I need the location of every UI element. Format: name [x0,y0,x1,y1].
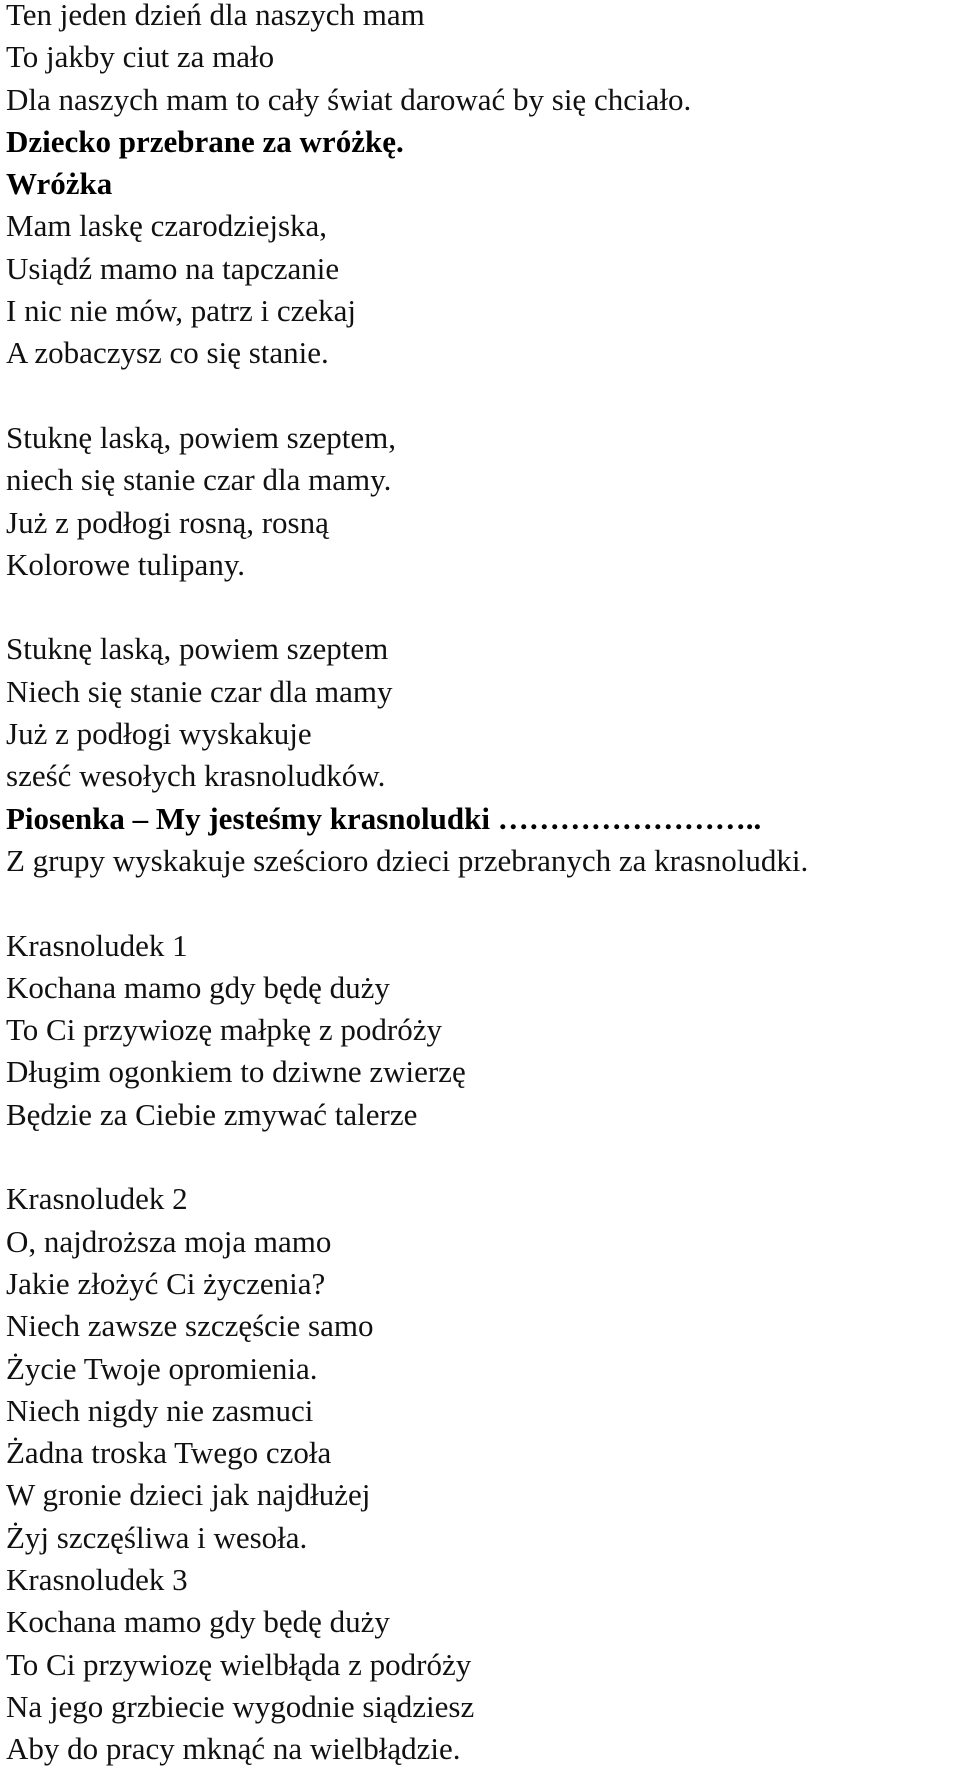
bold-text-line: Wróżka [6,166,113,202]
text-line: Będzie za Ciebie zmywać talerze [6,1096,418,1132]
text-line: Niech się stanie czar dla mamy [6,673,393,709]
text-line: Już z podłogi rosną, rosną [6,504,329,540]
text-line: niech się stanie czar dla mamy. [6,462,392,498]
text-line: To jakby ciut za mało [6,39,275,75]
text-line: Życie Twoje opromienia. [6,1350,318,1386]
text-line: Jakie złożyć Ci życzenia? [6,1265,326,1301]
text-line: I nic nie mów, patrz i czekaj [6,293,357,329]
text-line: O, najdroższa moja mamo [6,1223,332,1259]
text-line: Stuknę laską, powiem szeptem, [6,419,396,455]
text-line: Kolorowe tulipany. [6,546,246,582]
text-line: Żyj szczęśliwa i wesoła. [6,1519,308,1555]
text-line: Kochana mamo gdy będę duży [6,1604,390,1640]
text-line: Krasnoludek 1 [6,927,188,963]
text-line: sześć wesołych krasnoludków. [6,758,386,794]
text-line: Dla naszych mam to cały świat darować by się chciało. [6,81,692,117]
blank-line [6,882,954,924]
text-line: Krasnoludek 3 [6,1561,188,1597]
bold-text-line: Dziecko przebrane za wróżkę. [6,123,404,159]
text-line: Niech zawsze szczęście samo [6,1308,374,1344]
text-line: Mam laskę czarodziejska, [6,208,328,244]
bold-text-line: Piosenka – My jesteśmy krasnoludki …………………….. [6,800,762,836]
blank-line [6,375,954,417]
text-line: Aby do pracy mknąć na wielbłądzie. [6,1731,461,1767]
text-line: Niech nigdy nie zasmuci [6,1392,314,1428]
text-line: Usiądź mamo na tapczanie [6,250,340,286]
document-body [6,0,954,1770]
text-line: Stuknę laską, powiem szeptem [6,631,389,667]
text-line: Krasnoludek 2 [6,1181,188,1217]
text-line: Długim ogonkiem to dziwne zwierzę [6,1054,466,1090]
text-line: Żadna troska Twego czoła [6,1435,332,1471]
blank-line [6,586,954,628]
text-line: Z grupy wyskakuje sześcioro dzieci przebranych za krasnoludki. [6,842,809,878]
text-line: A zobaczysz co się stanie. [6,335,329,371]
text-line: Na jego grzbiecie wygodnie siądziesz [6,1688,475,1724]
text-line: W gronie dzieci jak najdłużej [6,1477,371,1513]
text-line: To Ci przywiozę małpkę z podróży [6,1012,442,1048]
text-line: Ten jeden dzień dla naszych mam [6,0,425,32]
text-line: Kochana mamo gdy będę duży [6,969,390,1005]
text-line: To Ci przywiozę wielbłąda z podróży [6,1646,472,1682]
text-line: Już z podłogi wyskakuje [6,716,312,752]
blank-line [6,1136,954,1178]
